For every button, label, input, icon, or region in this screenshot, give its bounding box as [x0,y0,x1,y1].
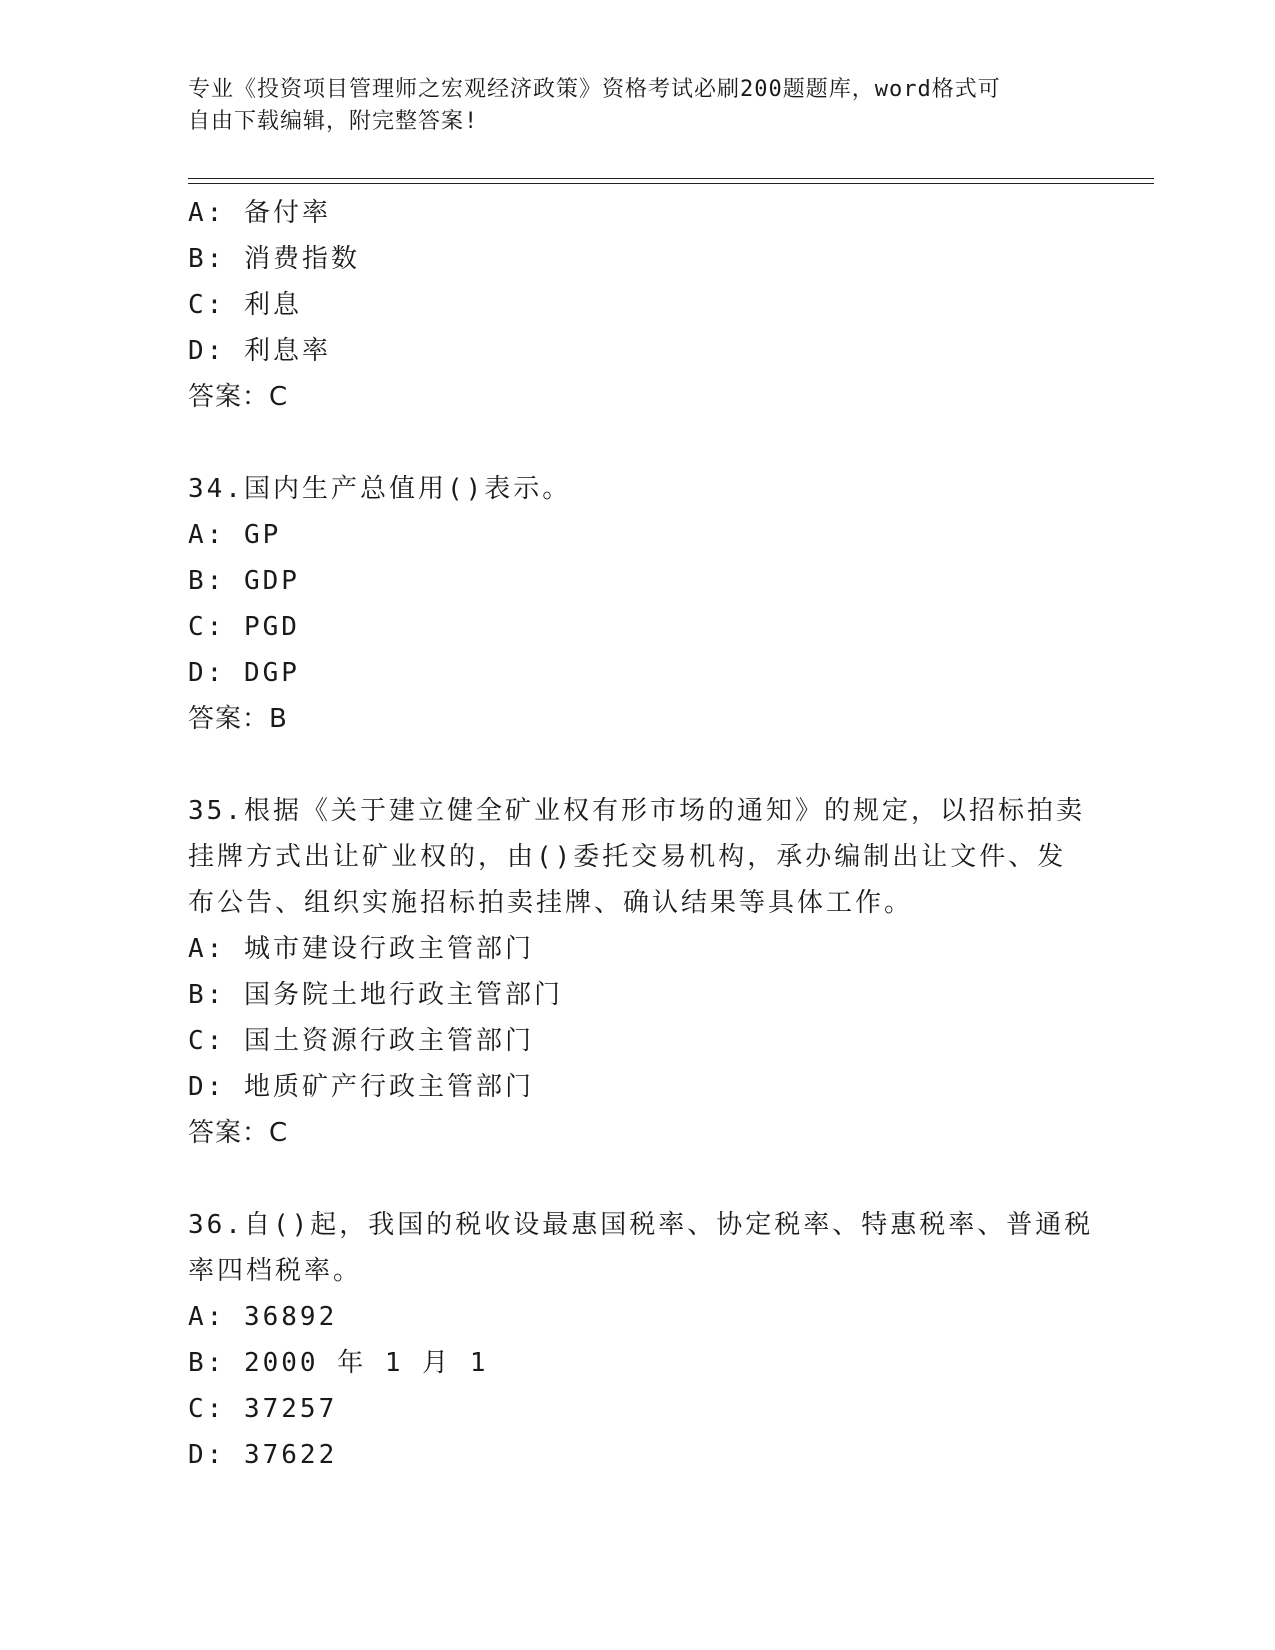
option-a: A: 备付率 [188,198,331,228]
question-33-block [188,190,1088,420]
spacer [188,1156,1088,1202]
option-a: A: 城市建设行政主管部门 [188,934,534,964]
header-title-line-1: 专业《投资项目管理师之宏观经济政策》资格考试必刷200题题库，word格式可 [188,77,1001,102]
option-b: B: GDP [188,566,300,596]
spacer [188,742,1088,788]
question-list [188,190,1094,1478]
option-d: D: 地质矿产行政主管部门 [188,1072,534,1102]
option-c: C: 利息 [188,290,302,320]
option-a: A: GP [188,520,282,550]
option-b: B: 国务院土地行政主管部门 [188,980,563,1010]
option-c: C: PGD [188,612,300,642]
option-a: A: 36892 [188,1302,338,1332]
answer-line: 答案：C [188,1118,289,1148]
question-stem-line-1: 36.自()起，我国的税收设最惠国税率、协定税率、特惠税率、普通税 [188,1210,1094,1240]
question-stem-line-3: 布公告、组织实施招标拍卖挂牌、确认结果等具体工作。 [188,888,914,918]
option-d: D: 37622 [188,1440,338,1470]
option-c: C: 国土资源行政主管部门 [188,1026,534,1056]
answer-line: 答案：B [188,704,288,734]
answer-line: 答案：C [188,382,289,412]
question-35-block [188,788,1088,1156]
spacer [188,420,1088,466]
option-c: C: 37257 [188,1394,338,1424]
question-stem-line-2: 挂牌方式出让矿业权的，由()委托交易机构，承办编制出让文件、发 [188,842,1067,872]
question-stem-line-2: 率四档税率。 [188,1256,363,1286]
option-d: D: DGP [188,658,300,688]
header-divider-bottom [188,183,1154,184]
header-title-line-2: 自由下载编辑，附完整答案! [188,109,479,134]
question-stem: 34.国内生产总值用()表示。 [188,474,572,504]
question-36-block [188,1202,1094,1478]
option-b: B: 2000 年 1 月 1 [188,1348,489,1378]
header-divider-top [188,178,1154,179]
page-header [188,74,1088,138]
option-d: D: 利息率 [188,336,331,366]
option-b: B: 消费指数 [188,244,360,274]
question-34-block [188,466,1088,742]
question-stem-line-1: 35.根据《关于建立健全矿业权有形市场的通知》的规定，以招标拍卖 [188,796,1085,826]
